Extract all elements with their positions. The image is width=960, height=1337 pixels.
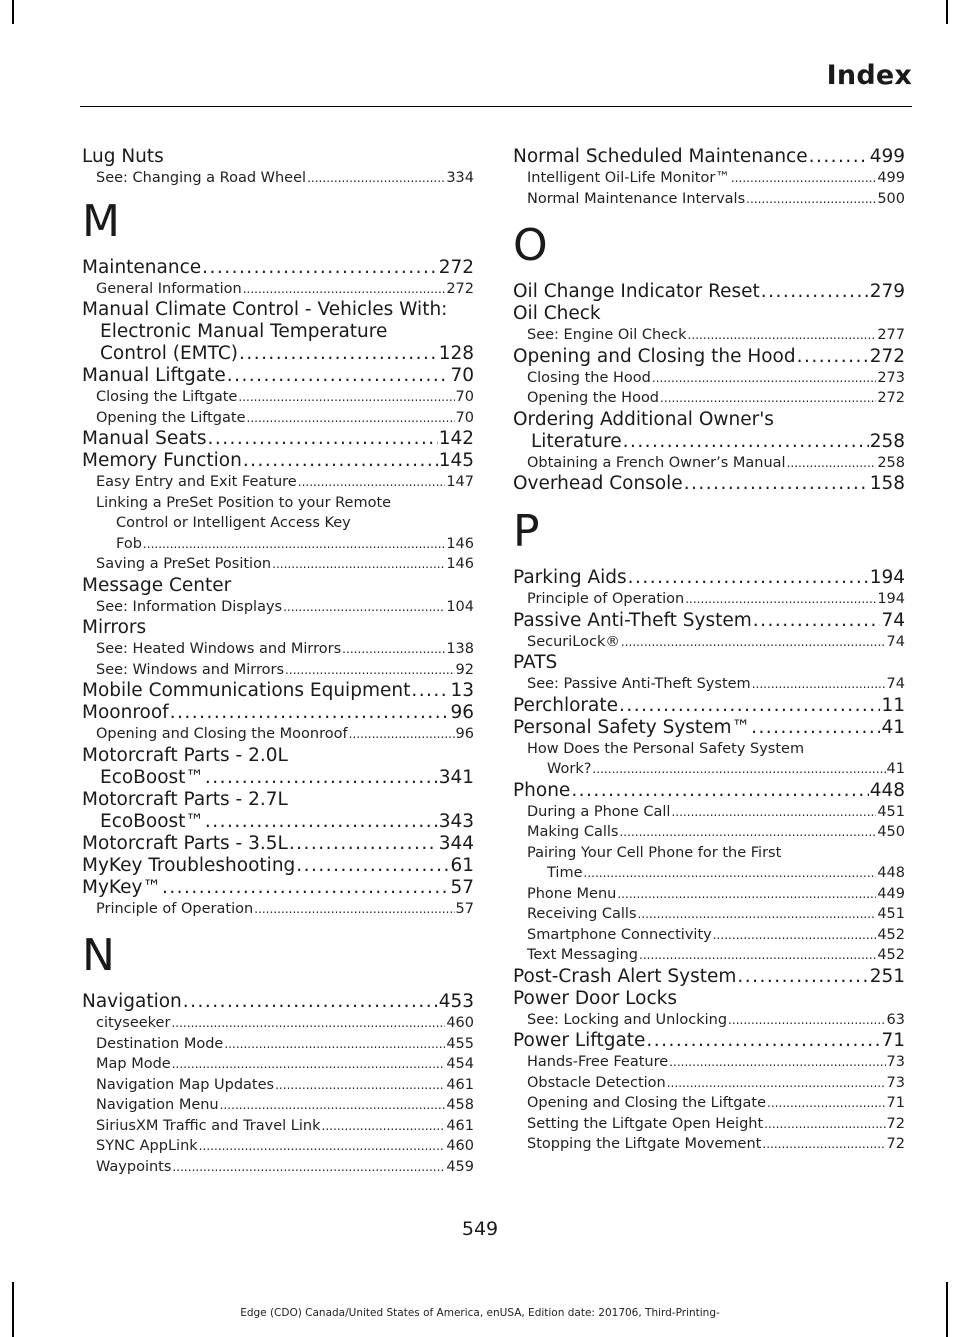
index-entry: Lug Nuts [82,146,164,167]
index-entry: Perchlorate . . . 11 [513,695,905,717]
index-subentry: See: Locking and Unlocking . . . 63 [513,1010,905,1031]
index-subentry: Navigation Map Updates . . . 461 [82,1075,474,1096]
section-letter: P [513,506,540,557]
index-subentry: Making Calls . . . 450 [513,822,905,843]
index-entry: Opening and Closing the Hood . . . 272 [513,346,905,368]
index-entry: Navigation . . . 453 [82,991,474,1013]
index-subentry: Destination Mode . . . 455 [82,1034,474,1055]
index-entry: Passive Anti-Theft System . . . 74 [513,610,905,632]
index-entry: Manual Climate Control - Vehicles With: Electronic Manual Temperature Control (EMTC) . . . 128 [82,299,474,365]
index-subentry: Text Messaging . . . 452 [513,945,905,966]
index-entry: Ordering Additional Owner's Literature . . . 258 [513,409,905,453]
index-subentry: Linking a PreSet Position to your Remote Control or Intelligent Access Key Fob . . . 146 [82,493,474,555]
index-subentry: Smartphone Connectivity . . . 452 [513,925,905,946]
index-entry: Mobile Communications Equipment . . . 13 [82,680,474,702]
footer-edition-info: Edge (CDO) Canada/United States of America, enUSA, Edition date: 201706, Third-Printing- [240,1307,720,1319]
index-entry: Mirrors [82,617,147,638]
index-entry: Post-Crash Alert System . . . 251 [513,966,905,988]
crop-mark-top-right [946,0,948,24]
index-entry: Oil Change Indicator Reset . . . 279 [513,281,905,303]
index-subentry: Stopping the Liftgate Movement . . . 72 [513,1134,905,1155]
index-subentry: Phone Menu . . . 449 [513,884,905,905]
index-subentry: General Information . . . 272 [82,279,474,300]
index-subentry: Normal Maintenance Intervals . . . 500 [513,189,905,210]
index-subentry: Map Mode . . . 454 [82,1054,474,1075]
index-subentry: Closing the Hood . . . 273 [513,368,905,389]
index-subentry: Easy Entry and Exit Feature . . . 147 [82,472,474,493]
index-subentry: See: Changing a Road Wheel . . . 334 [82,168,474,189]
index-subentry: Obstacle Detection . . . 73 [513,1073,905,1094]
index-entry: Oil Check [513,303,601,324]
index-entry: Manual Seats . . . 142 [82,428,474,450]
index-subentry: SiriusXM Traffic and Travel Link . . . 461 [82,1116,474,1137]
index-column-right [513,146,905,1155]
index-entry: Personal Safety System™ . . . 41 [513,717,905,739]
index-entry: PATS [513,652,558,673]
section-letter: O [513,220,548,271]
index-subentry: Setting the Liftgate Open Height . . . 72 [513,1114,905,1135]
index-entry: MyKey Troubleshooting . . . 61 [82,855,474,877]
section-letter: N [82,930,115,981]
index-subentry: See: Windows and Mirrors . . . 92 [82,660,474,681]
index-entry: Motorcraft Parts - 3.5L . . . 344 [82,833,474,855]
index-subentry: Principle of Operation . . . 57 [82,899,474,920]
index-subentry: During a Phone Call . . . 451 [513,802,905,823]
index-subentry: SYNC AppLink . . . 460 [82,1136,474,1157]
index-subentry: See: Passive Anti-Theft System . . . 74 [513,674,905,695]
index-entry: Moonroof . . . 96 [82,702,474,724]
index-subentry: See: Heated Windows and Mirrors . . . 138 [82,639,474,660]
index-subentry: Opening and Closing the Moonroof . . . 96 [82,724,474,745]
index-subentry: How Does the Personal Safety System Work? . . . 41 [513,739,905,780]
index-subentry: Receiving Calls . . . 451 [513,904,905,925]
index-entry: Phone . . . 448 [513,780,905,802]
index-subentry: Navigation Menu . . . 458 [82,1095,474,1116]
index-subentry: Obtaining a French Owner’s Manual . . . 258 [513,453,905,474]
index-subentry: cityseeker . . . 460 [82,1013,474,1034]
index-entry: Memory Function . . . 145 [82,450,474,472]
index-subentry: See: Engine Oil Check . . . 277 [513,325,905,346]
index-entry: Maintenance . . . 272 [82,257,474,279]
index-entry: MyKey™ . . . 57 [82,877,474,899]
index-subentry: Opening the Liftgate . . . 70 [82,408,474,429]
page-title: Index [826,60,912,91]
page-number: 549 [461,1218,499,1240]
index-entry: Motorcraft Parts - 2.0L EcoBoost™ . . . 341 [82,745,474,789]
crop-mark-top-left [12,0,14,24]
index-subentry: Opening the Hood . . . 272 [513,388,905,409]
header-divider [80,106,912,107]
index-entry: Power Liftgate . . . 71 [513,1030,905,1052]
index-entry: Manual Liftgate . . . 70 [82,365,474,387]
index-subentry: Opening and Closing the Liftgate . . . 71 [513,1093,905,1114]
index-entry: Power Door Locks [513,987,678,1009]
index-entry: Overhead Console . . . 158 [513,473,905,495]
index-entry: Message Center [82,574,232,596]
index-column-left [82,146,474,1177]
index-entry: Motorcraft Parts - 2.7L EcoBoost™ . . . 343 [82,789,474,833]
section-letter: M [82,195,120,247]
index-subentry: Pairing Your Cell Phone for the First Time . . . 448 [513,843,905,884]
index-subentry: Closing the Liftgate . . . 70 [82,387,474,408]
index-subentry: See: Information Displays . . . 104 [82,597,474,618]
index-entry: Normal Scheduled Maintenance . . . 499 [513,146,905,168]
index-subentry: Intelligent Oil-Life Monitor™ . . . 499 [513,168,905,189]
index-subentry: Principle of Operation . . . 194 [513,589,905,610]
index-subentry: SecuriLock® . . . 74 [513,632,905,653]
index-entry: Parking Aids . . . 194 [513,567,905,589]
index-subentry: Saving a PreSet Position . . . 146 [82,554,474,575]
index-subentry: Waypoints . . . 459 [82,1157,474,1178]
index-subentry: Hands-Free Feature . . . 73 [513,1052,905,1073]
